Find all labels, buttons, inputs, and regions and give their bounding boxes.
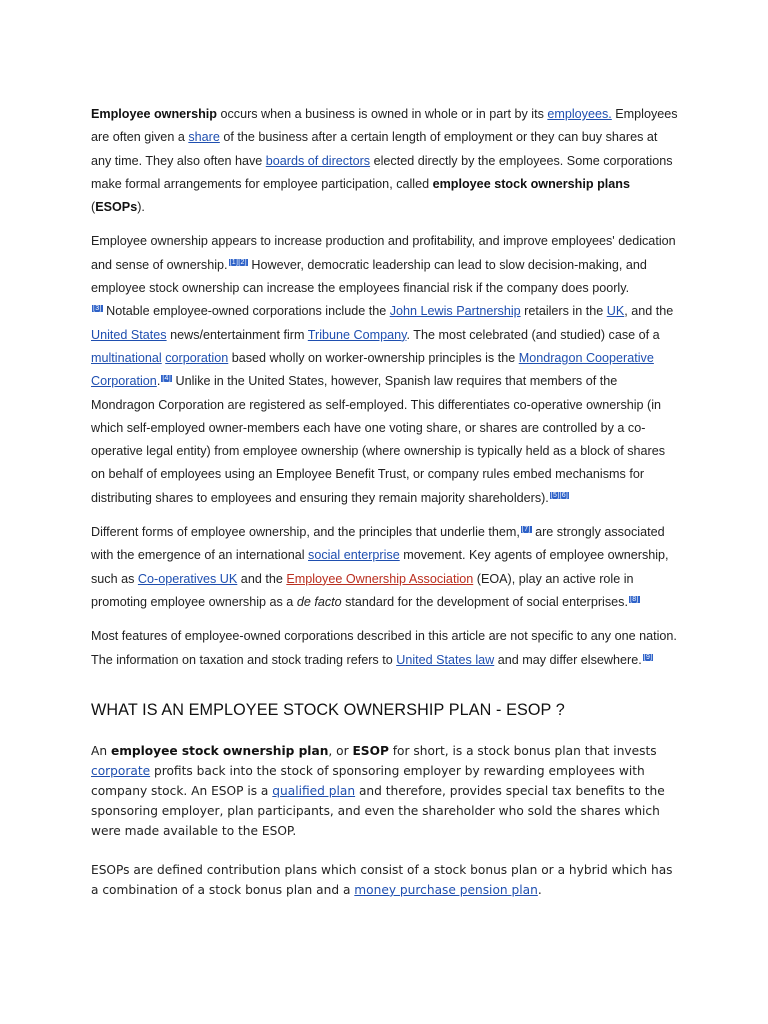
text-run: are strongly associated with the emergence of an international bbox=[91, 525, 665, 563]
link-employees[interactable]: employees. bbox=[547, 107, 612, 121]
text-run: and the bbox=[237, 571, 287, 586]
intro-paragraph-4 bbox=[91, 625, 681, 672]
term-employee-stock-ownership-plan: employee stock ownership plan bbox=[110, 743, 329, 758]
text-run: . bbox=[156, 374, 161, 389]
link-united-states-law[interactable]: United States law bbox=[396, 652, 495, 667]
esop-section bbox=[91, 741, 681, 900]
text-run: standard for the development of social enterprises. bbox=[341, 594, 628, 609]
link-corporation[interactable]: corporation bbox=[165, 350, 229, 365]
text-run: . The most celebrated (and studied) case of a bbox=[406, 327, 660, 342]
term-employee-ownership: Employee ownership bbox=[91, 107, 217, 121]
intro-section bbox=[91, 103, 681, 672]
link-share[interactable]: share bbox=[188, 130, 220, 145]
citation-8[interactable]: [8] bbox=[629, 595, 639, 603]
text-run: Employee ownership appears to increase production and profitability, and improve employees' dedication and sense of ownership. bbox=[91, 234, 676, 272]
text-run: , and the bbox=[624, 304, 674, 319]
citation-7[interactable]: [7] bbox=[521, 526, 531, 534]
link-qualified-plan[interactable]: qualified plan bbox=[272, 783, 356, 798]
text-run: Notable employee-owned corporations include the bbox=[102, 304, 390, 319]
text-run: . bbox=[537, 882, 542, 897]
link-co-operatives-uk[interactable]: Co-operatives UK bbox=[137, 571, 238, 586]
term-esop-plans: employee stock ownership plans bbox=[432, 176, 630, 191]
citation-3[interactable]: [3] bbox=[93, 305, 102, 313]
text-run: and may differ elsewhere. bbox=[494, 652, 642, 667]
esop-paragraph-2 bbox=[91, 860, 681, 900]
text-run: profits back into the stock of sponsoring employer by rewarding employees with company stock. An ESOP is a bbox=[91, 763, 645, 798]
text-run: Most features of employee-owned corporations described in this article are not specific to any one nation. The information on taxation and stock trading refers to bbox=[91, 629, 677, 667]
text-run: based wholly on worker-ownership principles is the bbox=[228, 350, 519, 365]
text-run: of the business after a certain length of employment or they can buy shares at any time. They also often have bbox=[91, 130, 658, 168]
section-heading: WHAT IS AN EMPLOYEE STOCK OWNERSHIP PLAN - ESOP ? bbox=[91, 700, 565, 719]
text-run: news/entertainment firm bbox=[166, 327, 308, 342]
intro-paragraph-1 bbox=[91, 103, 681, 219]
text-run: ( bbox=[91, 200, 96, 215]
link-john-lewis-partnership[interactable]: John Lewis Partnership bbox=[389, 304, 521, 319]
text-run: ESOPs are defined contribution plans which consist of a stock bonus plan or a hybrid which has a combination of a stock bonus plan and a bbox=[91, 862, 673, 897]
document-page bbox=[91, 103, 681, 919]
text-run: Unlike in the United States, however, Spanish law requires that members of the Mondragon Corporation are registered as self-employed. This differentiates co-operative ownership (in which self-employed owner-members each have one voting share, or shares are controlled by a co-operative legal entity) from employee ownership (where ownership is typically held as a block of shares on behalf of employees using an Employee Benefit Trust, or company rules embed mechanisms for distributing shares to employees and ensuring they remain majority shareholders). bbox=[91, 374, 665, 505]
citation-1-2[interactable]: [1][2] bbox=[229, 258, 247, 266]
text-run: An bbox=[91, 743, 111, 758]
text-run: for short, is a stock bonus plan that invests bbox=[388, 743, 657, 758]
link-multinational[interactable]: multinational bbox=[91, 350, 162, 365]
citation-4[interactable]: [4] bbox=[162, 375, 171, 383]
text-run: ). bbox=[137, 200, 145, 215]
link-corporate[interactable]: corporate bbox=[91, 763, 151, 778]
link-social-enterprise[interactable]: social enterprise bbox=[308, 548, 400, 563]
intro-paragraph-2 bbox=[91, 230, 681, 510]
text-run: Different forms of employee ownership, and the principles that underlie them, bbox=[91, 525, 520, 540]
link-boards-of-directors[interactable]: boards of directors bbox=[265, 153, 371, 168]
text-run: (EOA), play an active role in promoting employee ownership as a bbox=[91, 571, 634, 609]
link-employee-ownership-association[interactable]: Employee Ownership Association bbox=[286, 571, 474, 586]
link-united-states[interactable]: United States bbox=[91, 327, 167, 342]
term-esop: ESOP bbox=[352, 743, 389, 758]
text-run: occurs when a business is owned in whole or in part by its bbox=[216, 107, 548, 121]
text-run: Employees are often given a bbox=[91, 107, 678, 145]
intro-paragraph-3 bbox=[91, 521, 681, 614]
term-de-facto: de facto bbox=[296, 594, 342, 609]
text-run: movement. Key agents of employee ownership, such as bbox=[91, 548, 669, 586]
link-money-purchase-pension-plan[interactable]: money purchase pension plan bbox=[354, 882, 538, 897]
text-run: retailers in the bbox=[520, 304, 607, 319]
text-run: , or bbox=[328, 743, 353, 758]
link-tribune-company[interactable]: Tribune Company bbox=[307, 327, 407, 342]
term-esops: ESOPs bbox=[95, 200, 138, 215]
link-uk[interactable]: UK bbox=[606, 304, 625, 319]
esop-paragraph-1 bbox=[91, 741, 681, 841]
citation-5-6[interactable]: [5][6] bbox=[550, 491, 569, 499]
text-run: However, democratic leadership can lead to slow decision-making, and employee stock ownership can increase the employees financial risk if the company does poorly. bbox=[91, 257, 647, 296]
citation-9[interactable]: [9] bbox=[643, 653, 653, 661]
link-mondragon-cooperative-corporation[interactable]: Mondragon Cooperative Corporation bbox=[91, 350, 654, 389]
text-run: and therefore, provides special tax benefits to the sponsoring employer, plan participants, and even the shareholder who sold the shares which were made available to the ESOP. bbox=[91, 783, 665, 838]
text-run: elected directly by the employees. Some corporations make formal arrangements for employee participation, called bbox=[91, 153, 673, 191]
